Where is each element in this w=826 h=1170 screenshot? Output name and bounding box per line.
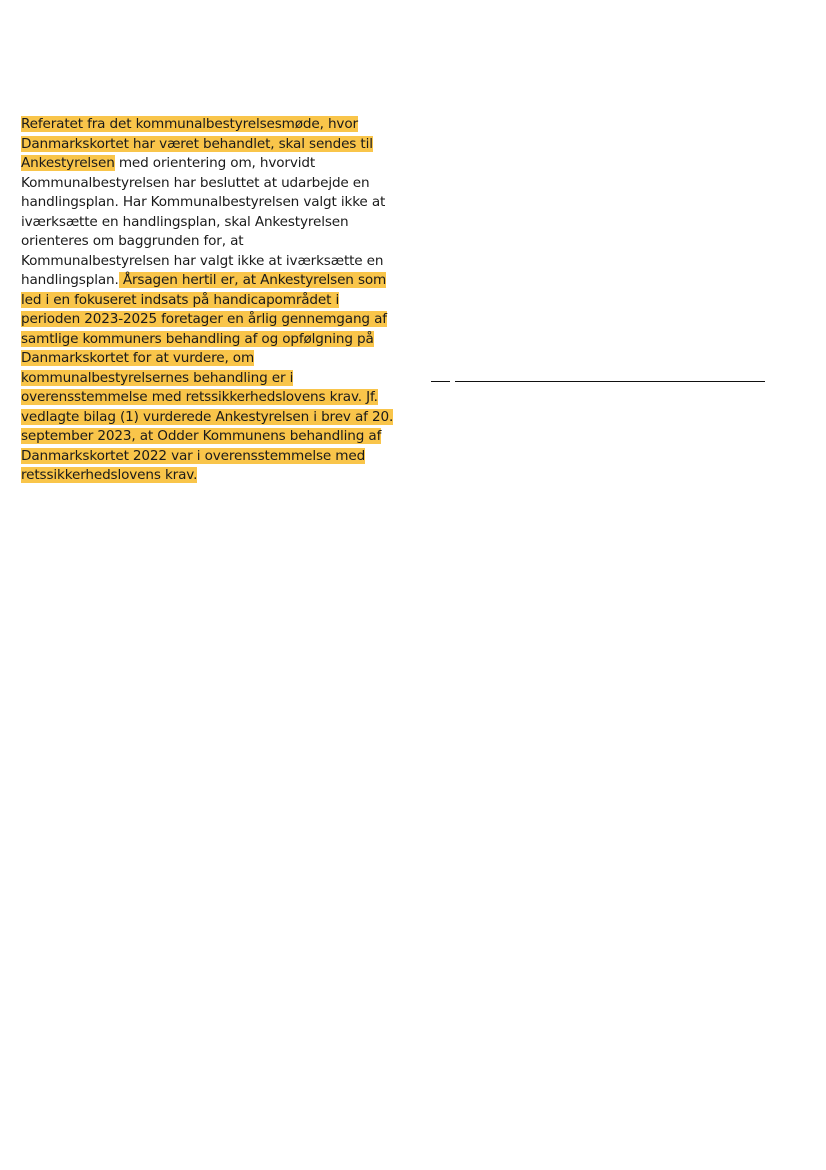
signature-line-short xyxy=(431,381,450,382)
body-text: handlingsplan. xyxy=(21,272,119,288)
highlighted-text: led i en fokuseret indsats på handicapområdet i xyxy=(21,291,340,308)
text-line xyxy=(21,388,413,408)
text-line xyxy=(21,154,413,174)
signature-line xyxy=(455,381,765,382)
highlighted-text: Ankestyrelsen xyxy=(21,155,115,171)
paragraph xyxy=(21,115,413,486)
text-line xyxy=(21,369,413,389)
text-line xyxy=(21,408,413,428)
text-line xyxy=(21,174,413,194)
body-text: med orientering om, hvorvidt xyxy=(114,155,316,171)
text-line xyxy=(21,213,413,233)
highlighted-text: perioden 2023-2025 foretager en årlig gennemgang af xyxy=(21,311,387,327)
text-line xyxy=(21,252,413,272)
highlighted-text: september 2023, at Odder Kommunens behandling af xyxy=(21,428,382,444)
highlighted-text: samtlige kommuners behandling af og opfølgning på xyxy=(21,330,374,347)
text-column xyxy=(21,115,413,486)
text-line xyxy=(21,135,413,155)
text-line xyxy=(21,349,413,369)
text-line xyxy=(21,330,413,350)
body-text: handlingsplan. Har Kommunalbestyrelsen valgt ikke at xyxy=(21,194,386,210)
text-line xyxy=(21,427,413,447)
highlighted-text: Danmarkskortet har været behandlet, skal sendes til xyxy=(21,135,373,152)
text-line xyxy=(21,291,413,311)
text-line xyxy=(21,232,413,252)
highlighted-text: Danmarkskortet for at vurdere, om xyxy=(21,350,255,366)
highlighted-text: Referatet fra det kommunalbestyrelsesmøde, hvor xyxy=(21,116,358,132)
text-line xyxy=(21,310,413,330)
text-line xyxy=(21,447,413,467)
highlighted-text: Danmarkskortet 2022 var i overensstemmelse med xyxy=(21,447,366,464)
highlighted-text: retssikkerhedslovens krav. xyxy=(21,467,198,483)
text-line xyxy=(21,115,413,135)
text-line xyxy=(21,193,413,213)
text-line xyxy=(21,466,413,486)
highlighted-text: Årsagen hertil er, at Ankestyrelsen som xyxy=(118,272,387,288)
highlighted-text: vedlagte bilag (1) vurderede Ankestyrelsen i brev af 20. xyxy=(21,408,394,425)
body-text: Kommunalbestyrelsen har besluttet at udarbejde en xyxy=(21,174,370,191)
body-text: Kommunalbestyrelsen har valgt ikke at iværksætte en xyxy=(21,252,384,269)
highlighted-text: overensstemmelse med retssikkerhedslovens krav. Jf. xyxy=(21,389,378,405)
body-text: iværksætte en handlingsplan, skal Ankestyrelsen xyxy=(21,213,349,230)
text-line xyxy=(21,271,413,291)
body-text: orienteres om baggrunden for, at xyxy=(21,233,244,249)
highlighted-text: kommunalbestyrelsernes behandling er i xyxy=(21,369,294,386)
